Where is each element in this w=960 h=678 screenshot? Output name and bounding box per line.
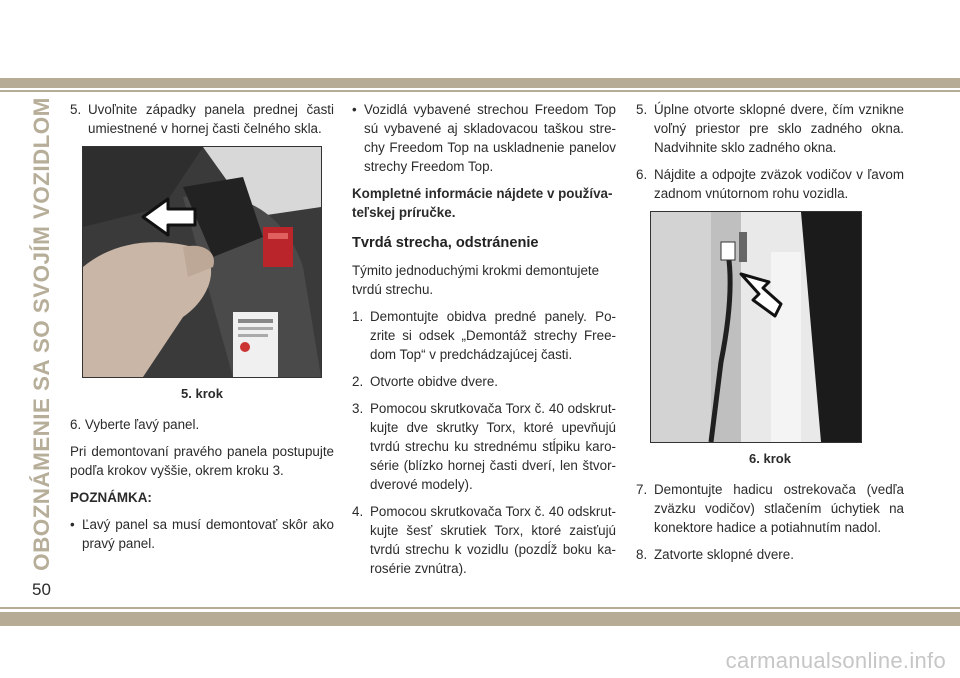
figure-caption: 5. krok — [181, 386, 223, 401]
section-heading: Tvrdá strecha, odstránenie — [352, 235, 539, 251]
step-text: Demontujte hadicu ostrekovača (vedľa zväzku vodičov) stlačením úchytiek na konektore hadice a potiahnutím nadol. — [654, 482, 904, 535]
bullet-item — [352, 100, 616, 176]
photo-interior-pillar — [83, 147, 321, 377]
step-text: Pomocou skrutkovača Torx č. 40 odskrut-kujte dve skrutky Torx, ktoré upevňujú tvrdú strechu ku strednému stĺpiku karo-série (blízko hornej časti dverí, len štvor-dverové modely). — [370, 401, 616, 492]
step-1 — [352, 307, 616, 364]
note-text: Ľavý panel sa musí demontovať skôr ako pravý panel. — [82, 517, 334, 551]
bullet: • — [352, 102, 357, 117]
bullet: • — [70, 517, 75, 532]
figure-step-6-photo — [650, 211, 862, 443]
header-bar — [0, 78, 960, 88]
step-number: 6. — [636, 167, 648, 182]
step-5 — [70, 100, 334, 138]
figure-step-5-photo — [82, 146, 322, 378]
step-number: 1. — [352, 309, 364, 324]
step-number: 4. — [352, 504, 364, 519]
page-number: 50 — [32, 580, 51, 599]
step-text: Demontujte obidva predné panely. Po-zrite si odsek „Demontáž strechy Free-dom Top“ v predchádzajúcej časti. — [370, 309, 616, 362]
step-2 — [352, 372, 616, 391]
step-5 — [636, 100, 904, 157]
note-title: POZNÁMKA: — [70, 490, 152, 505]
step-number: 8. — [636, 547, 648, 562]
step-8 — [636, 545, 904, 564]
watermark — [0, 648, 960, 674]
footer-rule — [0, 607, 960, 609]
step-4 — [352, 502, 616, 578]
step-text: Úplne otvorte sklopné dvere, čím vznikne voľný priestor pre sklo zadného okna. Nadvihnite sklo zadného okna. — [654, 102, 904, 155]
figure-caption: 6. krok — [749, 451, 791, 466]
paragraph: Pri demontovaní pravého panela postupujte podľa krokov vyššie, okrem kroku 3. — [70, 444, 334, 478]
note-bullet-item — [70, 515, 334, 553]
section-title-text: OBOZNÁMENIE SA SO SVOJÍM VOZIDLOM — [29, 97, 54, 571]
intro-paragraph: Týmito jednoduchými krokmi demontujete tvrdú strechu. — [352, 263, 600, 297]
step-number: 7. — [636, 482, 648, 497]
step-text: Uvoľnite západky panela prednej časti umiestnené v hornej časti čelného skla. — [88, 102, 334, 136]
step-text: Otvorte obidve dvere. — [370, 374, 499, 389]
top-margin — [0, 0, 960, 78]
column-1 — [70, 100, 334, 561]
step-text: Zatvorte sklopné dvere. — [654, 547, 794, 562]
step-text: Pomocou skrutkovača Torx č. 40 odskrut-kujte šesť skrutiek Torx, ktoré zaisťujú tvrdú strechu k vozidlu (pozdĺž boku ka-rosérie zvnútra). — [370, 504, 616, 576]
bullet-text: Vozidlá vybavené strechou Freedom Top sú vybavené aj skladovacou taškou stre-chy Freedom Top na uskladnenie panelov strechy Freedom Top. — [364, 102, 616, 174]
photo-rear-corner — [651, 212, 861, 442]
section-title-vertical — [23, 96, 61, 572]
step-number: 5. — [70, 102, 82, 117]
header-rule — [0, 90, 960, 92]
bold-paragraph: Kompletné informácie nájdete v používa-teľskej príručke. — [352, 186, 613, 220]
step-7 — [636, 480, 904, 537]
footer-bar — [0, 612, 960, 626]
column-2 — [352, 100, 616, 586]
step-number: 5. — [636, 102, 648, 117]
step-6: 6. Vyberte ľavý panel. — [70, 417, 200, 432]
step-number: 2. — [352, 374, 364, 389]
step-3 — [352, 399, 616, 494]
step-text: Nájdite a odpojte zväzok vodičov v ľavom zadnom vnútornom rohu vozidla. — [654, 167, 904, 201]
column-3 — [636, 100, 904, 572]
watermark-text: carmanualsonline.info — [725, 648, 946, 673]
step-number: 3. — [352, 401, 364, 416]
step-6 — [636, 165, 904, 203]
